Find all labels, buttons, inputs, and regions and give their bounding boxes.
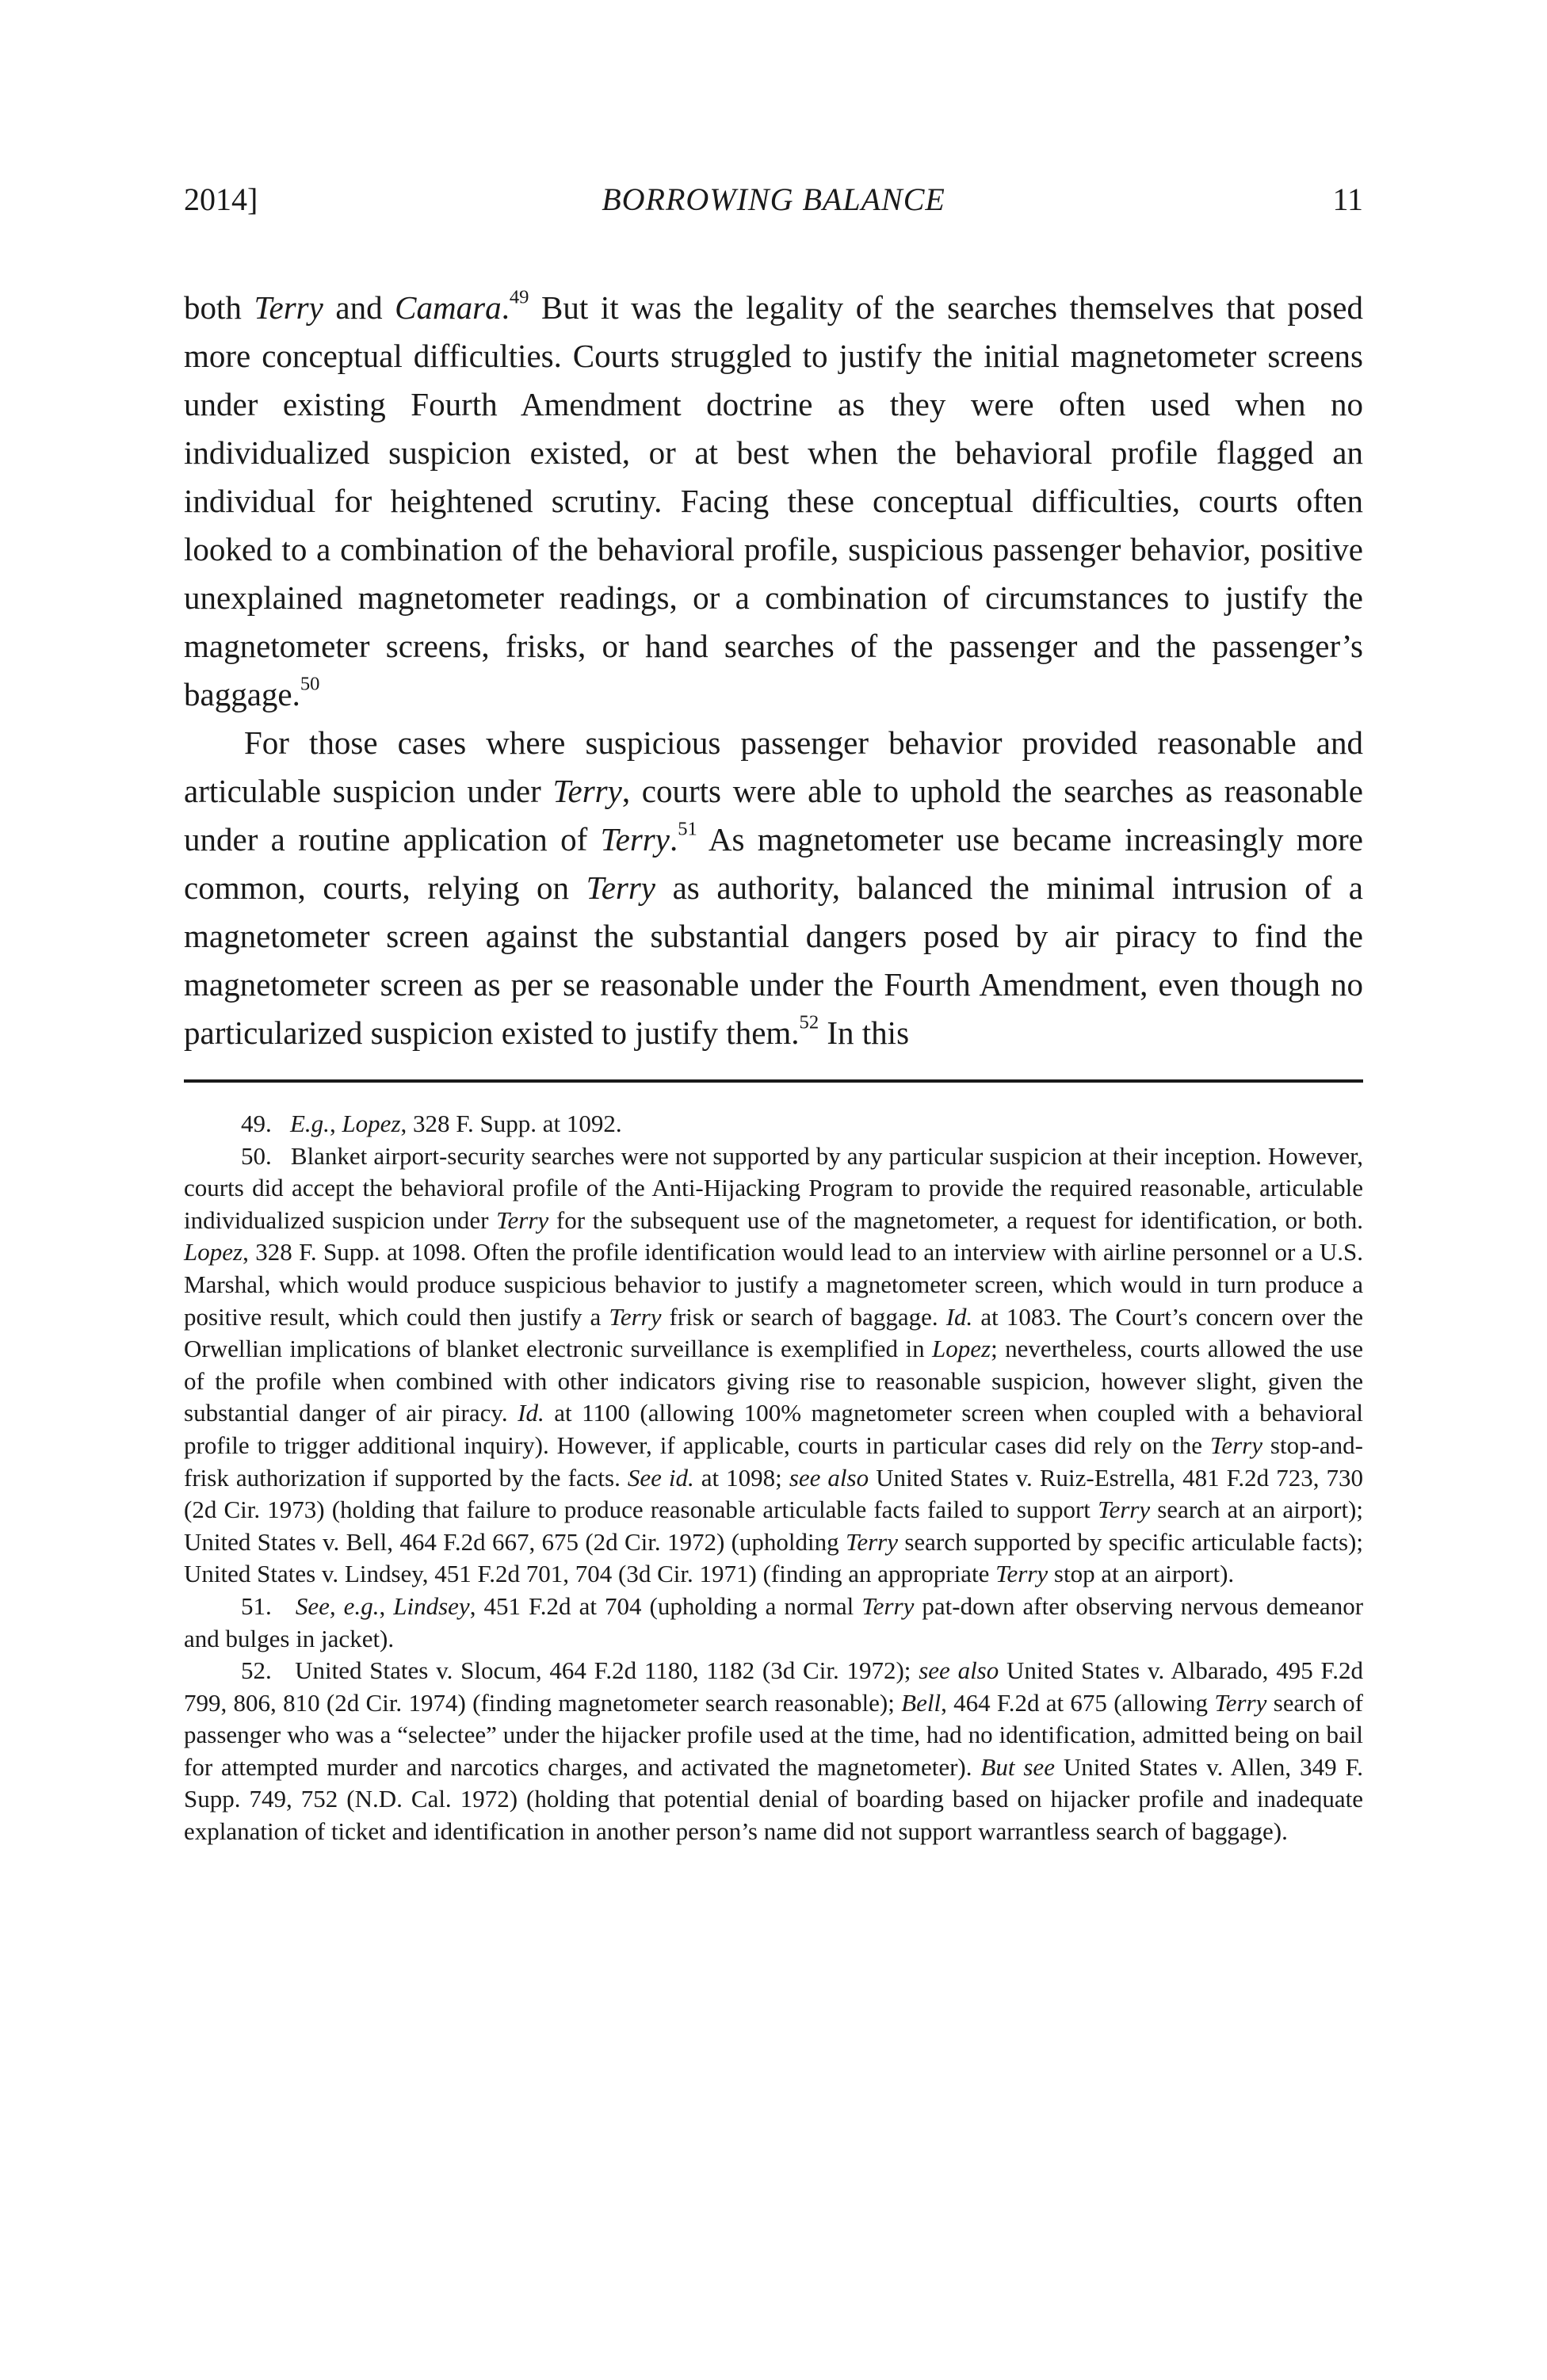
header-year: 2014] — [184, 181, 258, 217]
footnote-number: 51. — [241, 1591, 272, 1620]
footnote-51: 51. See, e.g., Lindsey, 451 F.2d at 704 (upholding a normal Terry pat-down after observing nervous demeanor and bulges in jacket). — [184, 1591, 1364, 1652]
case-name: Terry — [586, 869, 656, 906]
case-name: Terry — [552, 773, 622, 809]
footnote-ref-51[interactable]: 51 — [678, 818, 697, 840]
footnotes — [184, 1108, 1363, 1848]
footnote-number: 52. — [241, 1656, 272, 1685]
footnote-number: 50. — [241, 1141, 272, 1170]
page-number: 11 — [1332, 181, 1363, 217]
footnote-number: 49. — [241, 1110, 272, 1137]
footnote-50: 50. Blanket airport-security searches were not supported by any particular suspicion at their inception. However, courts did accept the behavioral profile of the Anti-Hijacking Program to provide the required reasonable, articulable individualized suspicion under Terry for the subsequent use of the magnetometer, a request for identification, or both. Lopez, 328 F. Supp. at 1098. Often the profile identification would lead to an interview with airline personnel or a U.S. Marshal, which would produce suspicious behavior to justify a magnetometer screen, which would in turn produce a positive result, which could then justify a Terry frisk or search of baggage. Id. at 1083. The Court’s concern over the Orwellian implications of blanket electronic surveillance is exemplified in Lopez; nevertheless, courts allowed the use of the profile when combined with other indicators giving rise to reasonable suspicion, however slight, given the substantial danger of air piracy. Id. at 1100 (allowing 100% magnetometer screen when coupled with a behavioral profile to trigger additional inquiry). However, if applicable, courts in particular cases did rely on the Terry stop-and-frisk authorization if supported by the facts. See id. at 1098; see also United States v. Ruiz-Estrella, 481 F.2d 723, 730 (2d Cir. 1973) (holding that failure to produce reasonable articulable facts failed to support Terry search at an airport); United States v. Bell, 464 F.2d 667, 675 (2d Cir. 1972) (upholding Terry search supported by specific articulable facts); United States v. Lindsey, 451 F.2d 701, 704 (3d Cir. 1971) (finding an appropriate Terry stop at an airport). — [184, 1141, 1364, 1588]
body-text — [184, 284, 1363, 1057]
case-name: Camara — [395, 289, 502, 326]
footnote-ref-49[interactable]: 49 — [509, 286, 529, 308]
footnote-ref-50[interactable]: 50 — [300, 673, 320, 695]
footnote-divider — [184, 1079, 1363, 1083]
case-name: Terry — [600, 821, 670, 858]
footnote-ref-52[interactable]: 52 — [799, 1011, 819, 1033]
case-name: Terry — [254, 289, 323, 326]
footnote-49: 49. E.g., Lopez, 328 F. Supp. at 1092. — [241, 1110, 622, 1137]
footnote-52: 52. United States v. Slocum, 464 F.2d 1180, 1182 (3d Cir. 1972); see also United States v. Albarado, 495 F.2d 799, 806, 810 (2d Cir. 1974) (finding magnetometer search reasonable); Bell, 464 F.2d at 675 (allowing Terry search of passenger who was a “selectee” under the hijacker profile used at the time, had no identification, admitted being on bail for attempted murder and narcotics charges, and activated the magnetometer). But see United States v. Allen, 349 F. Supp. 749, 752 (N.D. Cal. 1972) (holding that potential denial of boarding based on hijacker profile and inadequate explanation of ticket and identification in another person’s name did not support warrantless search of baggage). — [184, 1656, 1363, 1846]
body-paragraph-1: both Terry and Camara.$^{49}$ But it was the legality of the searches themselves that posed more conceptual difficulties. Courts struggled to justify the initial magnetometer screens under existing Fourth Amendment doctrine as they were often used when no individualized suspicion existed, or at best when the behavioral profile flagged an individual for heightened scrutiny. Facing these conceptual difficulties, courts often looked to a combination of the behavioral profile, suspicious passenger behavior, positive unexplained magnetometer readings, or a combination of circumstances to justify the magnetometer screens, frisks, or hand searches of the passenger and the passenger’s baggage.$^{50}$ — [184, 286, 1363, 712]
body-paragraph-2: For those cases where suspicious passenger behavior provided reasonable and articulable suspicion under Terry, courts were able to uphold the searches as reasonable under a routine application of Terry.$^{51}$ As magnetometer use became increasingly more common, courts, relying on Terry as authority, balanced the minimal intrusion of a magnetometer screen against the substantial dangers posed by air piracy to find the magnetometer screen as per se reasonable under the Fourth Amendment, even though no particularized suspicion existed to justify them.$^{52}$ In this — [184, 724, 1364, 1051]
header-title: BORROWING BALANCE — [602, 181, 945, 217]
running-header — [184, 181, 1363, 228]
